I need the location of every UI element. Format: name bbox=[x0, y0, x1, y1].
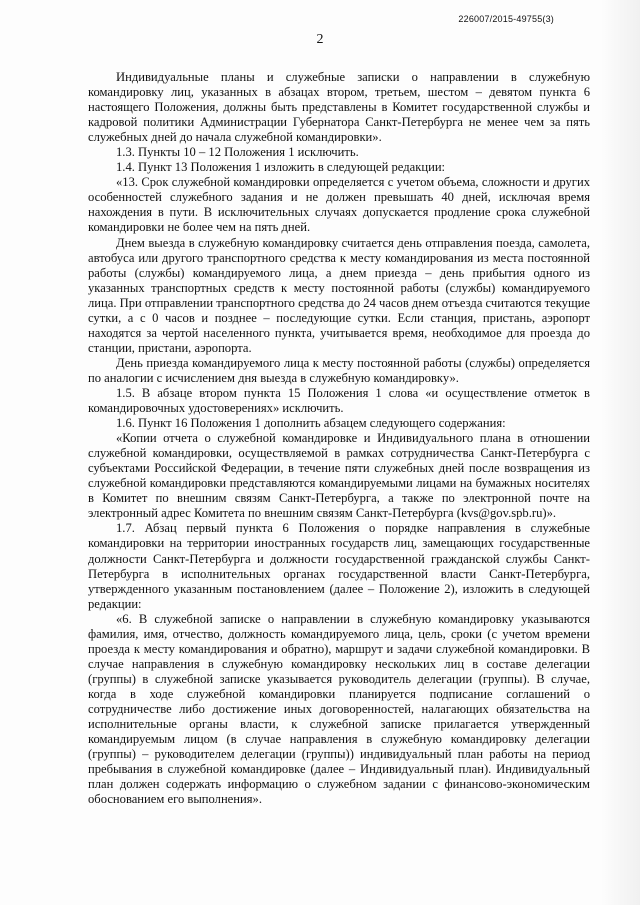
paragraph: «13. Срок служебной командировки определяется с учетом объема, сложности и других особенностей служебного задания и не должен превышать 40 дней, исключая время нахождения в пути. В исключительных случаях допускается продление срока служебной командировки не более чем на пять дней. bbox=[88, 175, 590, 235]
document-registration-number: 226007/2015-49755(3) bbox=[458, 14, 554, 24]
document-body bbox=[88, 70, 590, 807]
paragraph: 1.5. В абзаце втором пункта 15 Положения 1 слова «и осуществление отметок в командировочных удостоверениях» исключить. bbox=[88, 385, 590, 416]
paragraph: Днем выезда в служебную командировку считается день отправления поезда, самолета, автобуса или другого транспортного средства к месту командирования из места постоянной работы (службы) командируемого лица, а днем приезда – день прибытия одного из указанных транспортных средств к месту постоянной работы (службы) командируемого лица. При отправлении транспортного средства до 24 часов днем отъезда считаются текущие сутки, а с 0 часов и позднее – последующие сутки. Если станция, пристань, аэропорт находятся за чертой населенного пункта, учитывается время, необходимое для проезда до станции, пристани, аэропорта. bbox=[88, 235, 591, 355]
paragraph: «Копии отчета о служебной командировке и Индивидуального плана в отношении служебной командировки, осуществляемой в рамках сотрудничества Санкт-Петербурга с субъектами Российской Федерации, в течение пяти служебных дней после возвращения из служебной командировки представляются командируемыми лицами на бумажных носителях в Комитет по внешним связям Санкт-Петербурга, а также по электронной почте на электронный адрес Комитета по внешним связям Санкт-Петербурга (kvs@gov.spb.ru)». bbox=[88, 431, 590, 521]
paragraph: Индивидуальные планы и служебные записки о направлении в служебную командировку лиц, указанных в абзацах втором, третьем, шестом – девятом пункта 6 настоящего Положения, должны быть представлены в Комитет государственной службы и кадровой политики Администрации Губернатора Санкт-Петербурга не менее чем за пять служебных дней до начала служебной командировки». bbox=[88, 70, 590, 145]
paragraph: День приезда командируемого лица к месту постоянной работы (службы) определяется по аналогии с исчислением дня выезда в служебную командировку». bbox=[88, 355, 590, 385]
paragraph: 1.3. Пункты 10 – 12 Положения 1 исключить. bbox=[116, 145, 359, 160]
paragraph: 1.6. Пункт 16 Положения 1 дополнить абзацем следующего содержания: bbox=[116, 416, 506, 431]
paragraph: 1.7. Абзац первый пункта 6 Положения о порядке направления в служебные командировки на территории иностранных государств лиц, замещающих государственные должности Санкт-Петербурга и должности государственной гражданской службы Санкт-Петербурга в исполнительных органах государственной власти Санкт-Петербурга, утвержденного указанным постановлением (далее – Положение 2), изложить в следующей редакции: bbox=[88, 521, 590, 611]
paragraph: «6. В служебной записке о направлении в служебную командировку указываются фамилия, имя, отчество, должность командируемого лица, цель, сроки (с учетом времени проезда к месту командирования и обратно), маршрут и задачи служебной командировки. В случае направления в служебную командировку нескольких лиц в составе делегации (группы) в служебной записке указывается руководитель делегации (группы). В случае, когда в ходе служебной командировки планируется подписание соглашений о сотрудничестве либо достижение иных договоренностей, налагающих обязательства на исполнительные органы власти, к служебной записке прилагается утвержденный командируемым лицом (в случае направления в служебную командировку делегации (группы) – руководителем делегации (группы)) индивидуальный план работы на период пребывания в служебной командировке (далее – Индивидуальный план). Индивидуальный план должен содержать информацию о служебном задании с финансово-экономическим обоснованием его выполнения». bbox=[88, 611, 590, 807]
page-number: 2 bbox=[316, 32, 324, 47]
paragraph: 1.4. Пункт 13 Положения 1 изложить в следующей редакции: bbox=[116, 160, 446, 175]
